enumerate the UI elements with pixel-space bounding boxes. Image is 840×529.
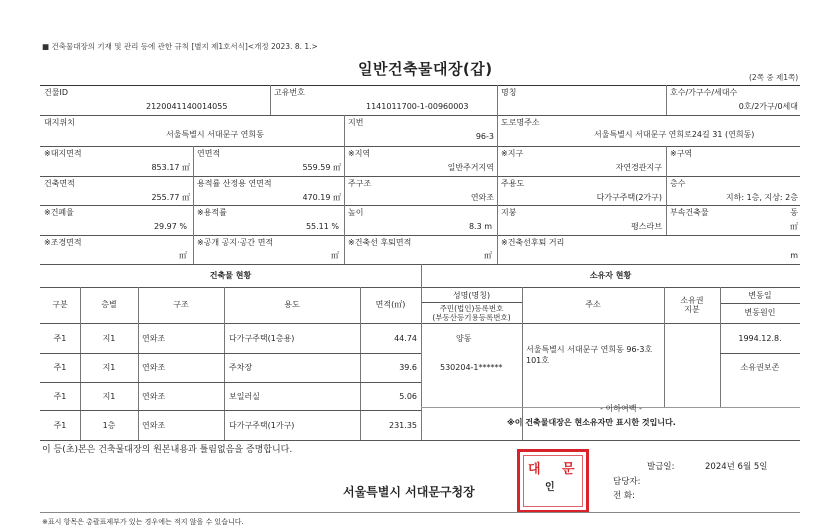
- units-label: 호수/가구수/세대수: [670, 88, 738, 97]
- building-area: 255.77 ㎡: [151, 193, 190, 202]
- stamp-glyph: 대: [528, 462, 541, 477]
- location-value: 서울특별시 서대문구 연희동: [166, 130, 264, 139]
- public-space-label: ※공개 공지·공간 면적: [197, 238, 274, 247]
- roof-label: 지붕: [501, 208, 517, 217]
- landscape-value: ㎡: [179, 251, 187, 260]
- issue-date: 2024년 6월 5일: [705, 462, 768, 472]
- regulation-note: ■ 건축물대장의 기재 및 관리 등에 관한 규칙 [별지 제1호서식]<개정 2023. 8. 1.>: [42, 42, 318, 51]
- col-structure: 구조: [173, 300, 189, 309]
- col-change-date: 변동일: [748, 291, 772, 300]
- unique-no: 1141011700-1-00960003: [366, 102, 469, 111]
- owner-id: 530204-1******: [440, 363, 503, 372]
- far-label: ※용적률: [197, 208, 227, 217]
- row-use: 다가구주택(1층용): [229, 334, 295, 343]
- far-area-label: 용적률 산정용 연면적: [197, 179, 272, 188]
- row-structure: 연와조: [142, 392, 166, 401]
- annex-label: 부속건축물: [670, 208, 709, 217]
- lot-label: 지번: [348, 118, 364, 127]
- owner-address: 서울특별시 서대문구 연희동 96-3호 101호: [526, 345, 653, 365]
- annex-area: ㎡: [790, 222, 798, 231]
- setback-area-label: ※건축선 후퇴면적: [348, 238, 412, 247]
- unique-no-label: 고유번호: [274, 88, 305, 97]
- setback-area-value: ㎡: [484, 251, 492, 260]
- row-floor: 1층: [102, 421, 116, 430]
- height-value: 8.3 m: [468, 222, 492, 231]
- annex-count: 동: [790, 208, 798, 217]
- units-value: 0호/2가구/0세대: [738, 102, 798, 111]
- row-area: 231.35: [389, 421, 417, 430]
- row-area: 5.06: [399, 392, 417, 401]
- owner-change-date: 1994.12.8.: [738, 334, 782, 343]
- roof-value: 평스라브: [631, 222, 662, 231]
- far-value: 55.11 %: [305, 222, 339, 231]
- zone-value: 일반주거지역: [447, 163, 494, 172]
- building-area-label: 건축면적: [44, 179, 75, 188]
- col-share: 소유권 지분: [680, 296, 704, 314]
- public-space-value: ㎡: [331, 251, 339, 260]
- structure-label: 주구조: [348, 179, 372, 188]
- blank-note: - 이하여백 -: [600, 404, 642, 413]
- col-owner-id: 주민(법인)등록번호 (부동산등기용등록번호): [432, 304, 511, 322]
- official-seal-stamp: [517, 449, 589, 513]
- stamp-seal-mark: 인: [545, 482, 555, 493]
- col-floor: 층별: [101, 300, 117, 309]
- bcr-value: 29.97 %: [153, 222, 187, 231]
- bcr-label: ※건폐율: [44, 208, 74, 217]
- issue-date-label: 발급일:: [647, 462, 675, 472]
- row-structure: 연와조: [142, 334, 166, 343]
- road-address: 서울특별시 서대문구 연희로24길 31 (연희동): [594, 130, 755, 139]
- use-label: 주용도: [501, 179, 525, 188]
- row-floor: 지1: [102, 363, 116, 372]
- road-label: 도로명주소: [501, 118, 540, 127]
- officer-label: 담당자:: [613, 477, 641, 487]
- row-use: 보일러실: [229, 392, 260, 401]
- page-info: (2쪽 중 제1쪽): [749, 73, 799, 82]
- far-area: 470.19 ㎡: [302, 193, 341, 202]
- owner-notice: ※이 건축물대장은 현소유자만 표시한 것입니다.: [507, 418, 676, 427]
- row-type: 주1: [53, 363, 67, 372]
- site-area: 853.17 ㎡: [151, 163, 190, 172]
- setback-distance-value: m: [790, 251, 798, 260]
- document-title: 일반건축물대장(갑): [358, 60, 493, 78]
- area-label: ※구역: [670, 149, 693, 158]
- floors-value: 지하: 1층, 지상: 2층: [725, 193, 798, 202]
- phone-label: 전 화:: [613, 491, 635, 501]
- structure-value: 연와조: [470, 193, 494, 202]
- issuer-name: 서울특별시 서대문구청장: [343, 485, 475, 499]
- col-change-reason: 변동원인: [744, 308, 776, 317]
- row-type: 주1: [53, 392, 67, 401]
- site-area-label: ※대지면적: [44, 149, 82, 158]
- lot-value: 96-3: [475, 132, 494, 141]
- stamp-glyph: 문: [562, 462, 575, 477]
- owner-name: 양동: [456, 334, 472, 343]
- certify-text: 이 등(초)본은 건축물대장의 원본내용과 틀림없음을 증명합니다.: [42, 445, 293, 455]
- row-use: 주차장: [229, 363, 253, 372]
- row-use: 다가구주택(1가구): [229, 421, 295, 430]
- district-label: ※지구: [501, 149, 524, 158]
- col-area: 면적(㎡): [375, 300, 406, 309]
- row-area: 44.74: [394, 334, 417, 343]
- setback-distance-label: ※건축선후퇴 거리: [501, 238, 565, 247]
- building-id-label: 건물ID: [44, 88, 68, 97]
- col-type: 구분: [52, 300, 68, 309]
- name-label: 명칭: [501, 88, 517, 97]
- row-type: 주1: [53, 421, 67, 430]
- row-floor: 지1: [102, 392, 116, 401]
- location-label: 대지위치: [44, 118, 75, 127]
- row-floor: 지1: [102, 334, 116, 343]
- col-owner-name: 성명(명칭): [452, 291, 491, 300]
- footnote: ※표시 항목은 총괄표제부가 있는 경우에는 적지 않을 수 있습니다.: [42, 518, 244, 526]
- zone-label: ※지역: [348, 149, 371, 158]
- use-value: 다가구주택(2가구): [596, 193, 662, 202]
- total-floor-area: 559.59 ㎡: [302, 163, 341, 172]
- row-type: 주1: [53, 334, 67, 343]
- height-label: 높이: [348, 208, 364, 217]
- district-value: 자연경관지구: [615, 163, 662, 172]
- landscape-label: ※조경면적: [44, 238, 82, 247]
- total-floor-label: 연면적: [197, 149, 221, 158]
- owner-change-reason: 소유권보존: [740, 363, 780, 372]
- building-status-header: 건축물 현황: [209, 271, 252, 280]
- owner-status-header: 소유자 현황: [589, 271, 632, 280]
- floors-label: 층수: [670, 179, 686, 188]
- row-structure: 연와조: [142, 421, 166, 430]
- row-structure: 연와조: [142, 363, 166, 372]
- row-area: 39.6: [399, 363, 417, 372]
- col-use: 용도: [284, 300, 300, 309]
- col-address: 주소: [585, 300, 601, 309]
- building-id: 2120041140014055: [146, 102, 228, 111]
